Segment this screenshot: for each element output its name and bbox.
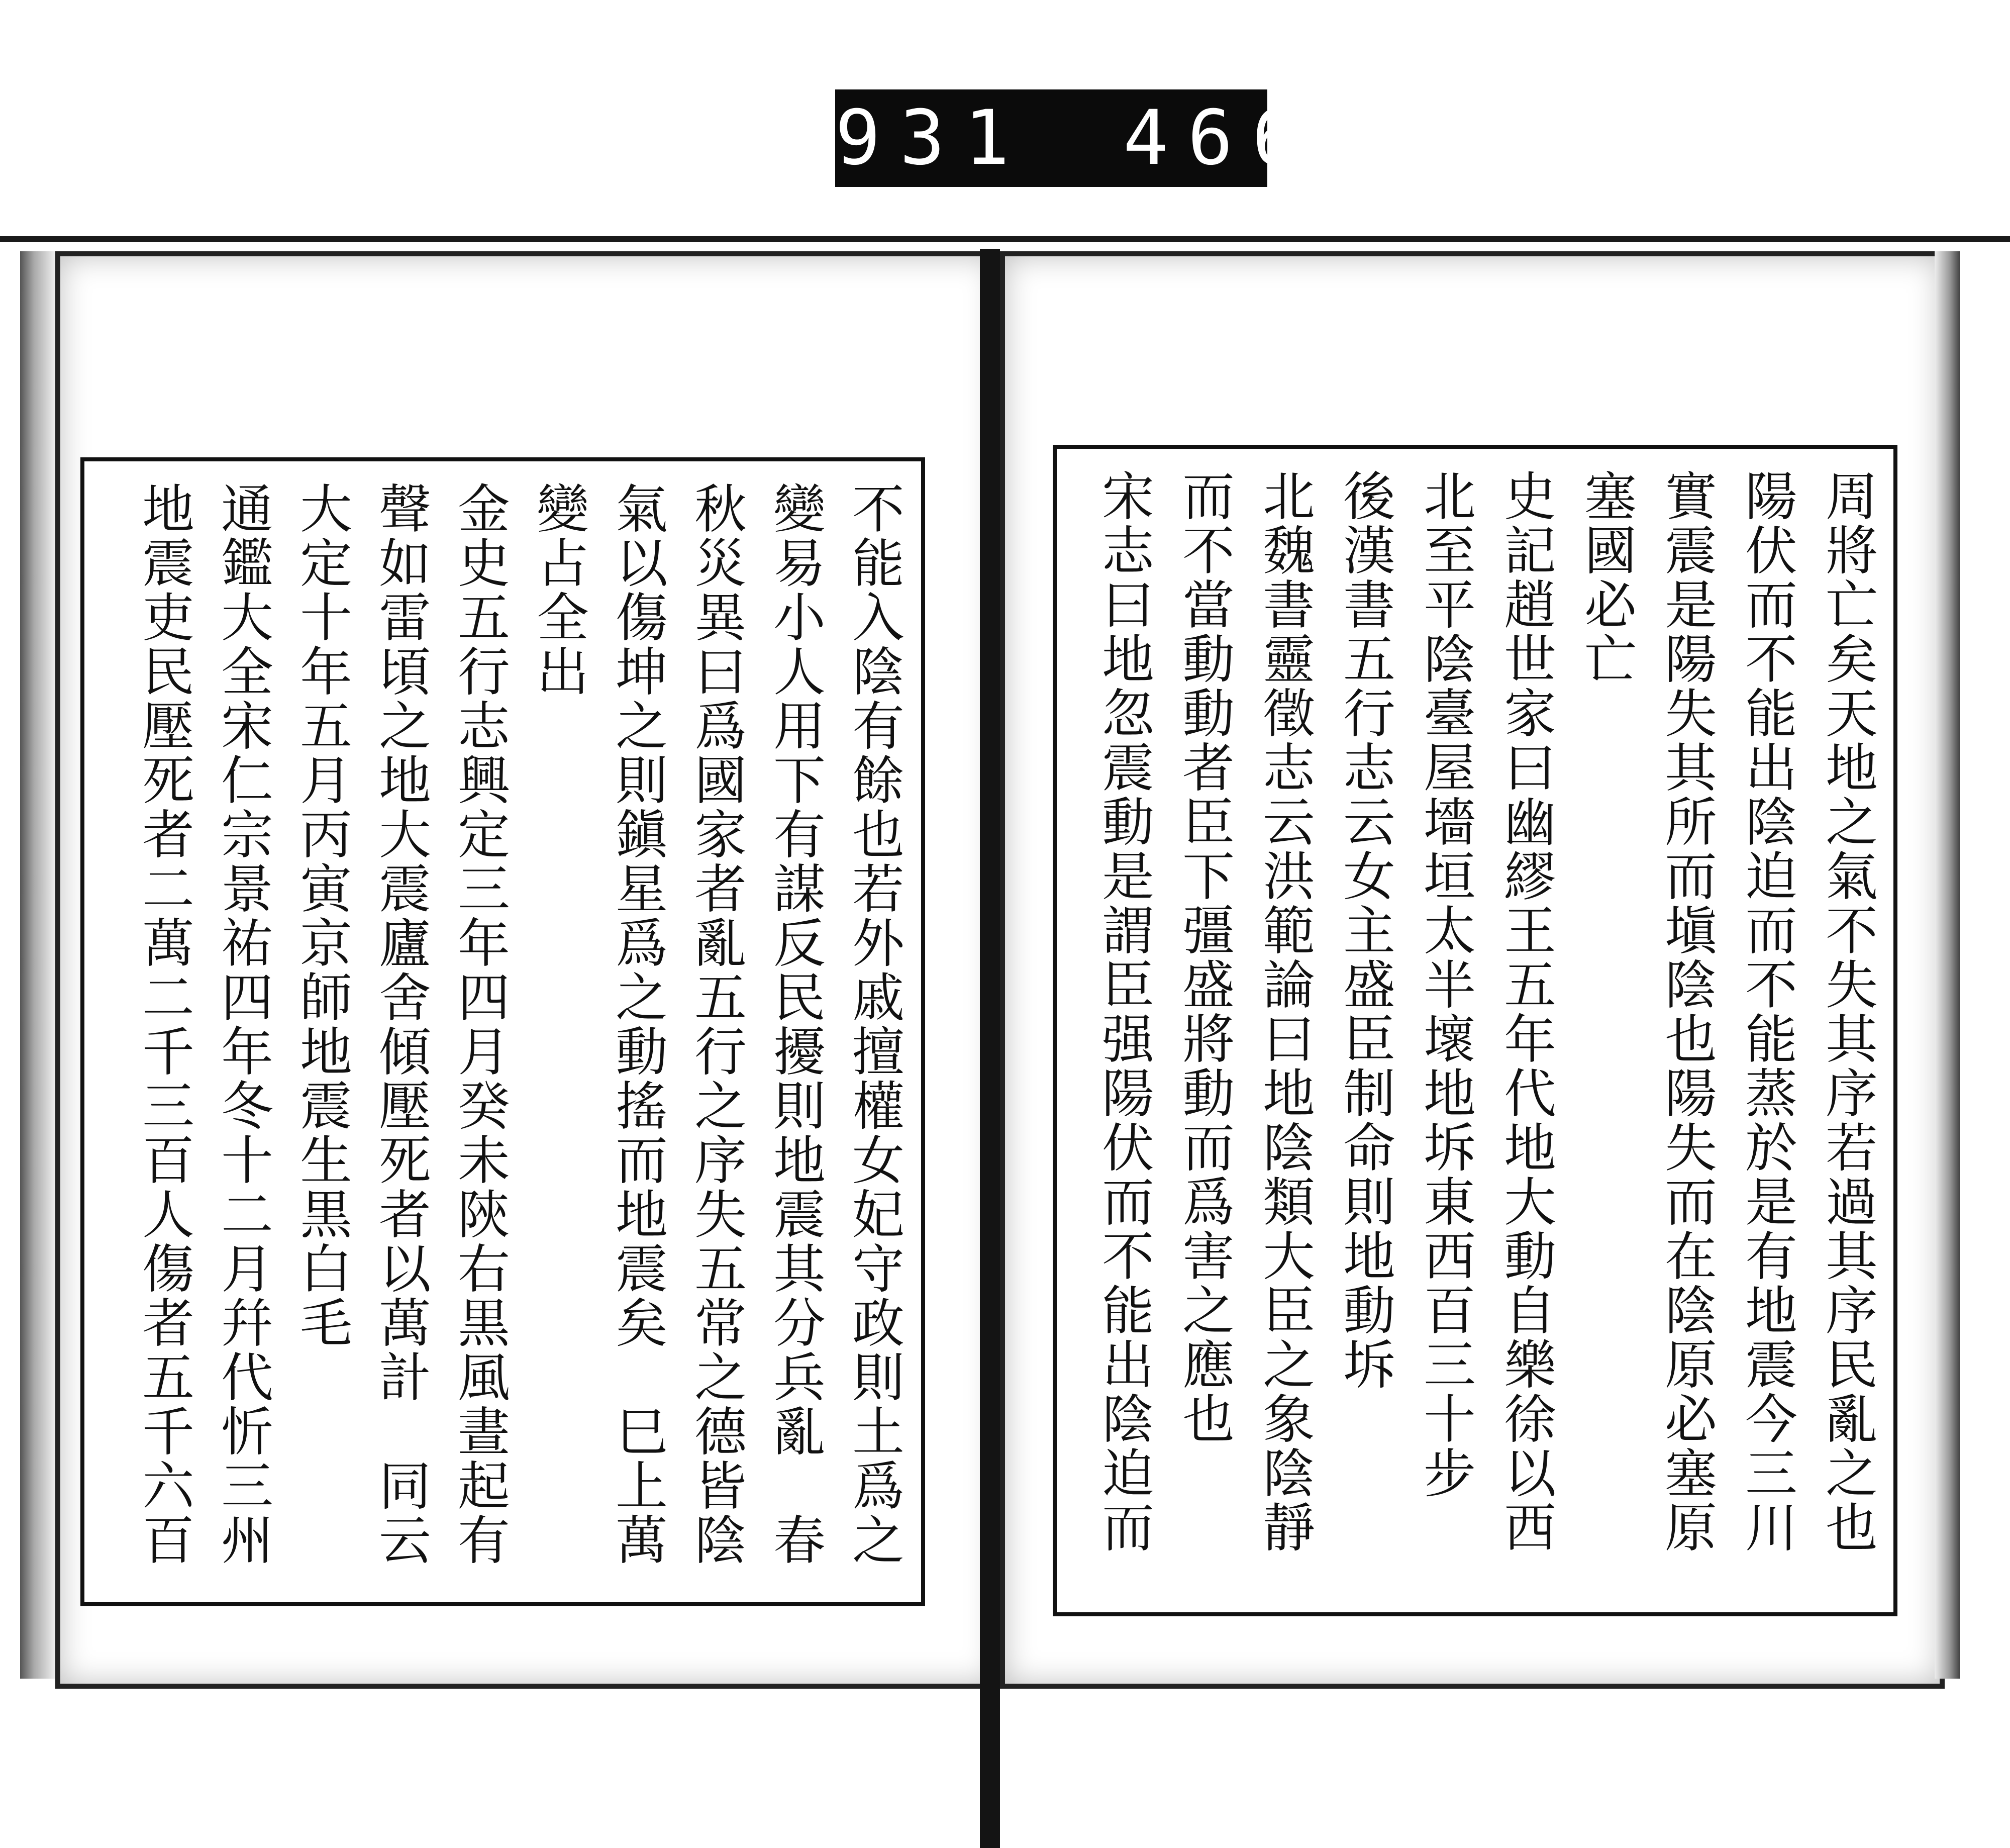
text-column: 而不當動動者臣下彊盛將動而爲害之應也 [1173,469,1235,1446]
text-column: 通鑑大全宋仁宗景祐四年冬十二月幷代忻三州 [212,481,273,1567]
text-column: 陽伏而不能出陰迫而不能蒸於是有地震今三川 [1736,469,1797,1554]
text-column: 後漢書五行志云女主盛臣制命則地動坼 [1334,469,1395,1392]
right-text-frame [1053,445,1897,1616]
book-gutter [980,249,1000,1848]
text-column: 變占全出 [528,481,589,699]
text-column: 宋志曰地忽震動是謂臣强陽伏而不能出陰迫而 [1093,469,1154,1554]
left-text-frame [80,457,925,1606]
top-rule [0,236,2010,242]
text-column: 塞國必亡 [1575,469,1637,686]
text-column: 氣以傷坤之則鎭星爲之動搖而地震矣 巳上萬 [607,481,668,1567]
text-column: 大定十年五月丙寅京師地震生黒白毛 [291,481,352,1350]
text-column: 北至平陰臺屋墻垣太半壞地坼東西百三十步 [1415,469,1476,1500]
text-column: 聲如雷頃之地大震廬舍傾壓死者以萬計 同云 [370,481,431,1567]
text-column: 不能入陰有餘也若外戚擅權女妃守政則土爲之 [843,481,904,1567]
text-column: 北魏書靈徵志云洪範論曰地陰類大臣之象陰靜 [1254,469,1315,1554]
left-book-edge [20,251,55,1679]
text-column: 變易小人用下有謀反民擾則地震其分兵亂 春 [764,481,826,1567]
text-column: 實震是陽失其所而塡陰也陽失而在陰原必塞原 [1656,469,1717,1554]
text-column: 地震吏民壓死者二萬二千三百人傷者五千六百 [133,481,194,1567]
right-book-edge [1935,251,1960,1679]
catalog-number-label: 931 466. [835,89,1267,187]
text-column: 周將亡矣天地之氣不失其序若過其序民亂之也 [1817,469,1878,1554]
text-column: 史記趙世家曰幽繆王五年代地大動自樂徐以西 [1495,469,1556,1554]
text-column: 金史五行志興定三年四月癸未陝右黒風晝起有 [449,481,510,1567]
text-column: 秋災異曰爲國家者亂五行之序失五常之德皆陰 [685,481,747,1567]
